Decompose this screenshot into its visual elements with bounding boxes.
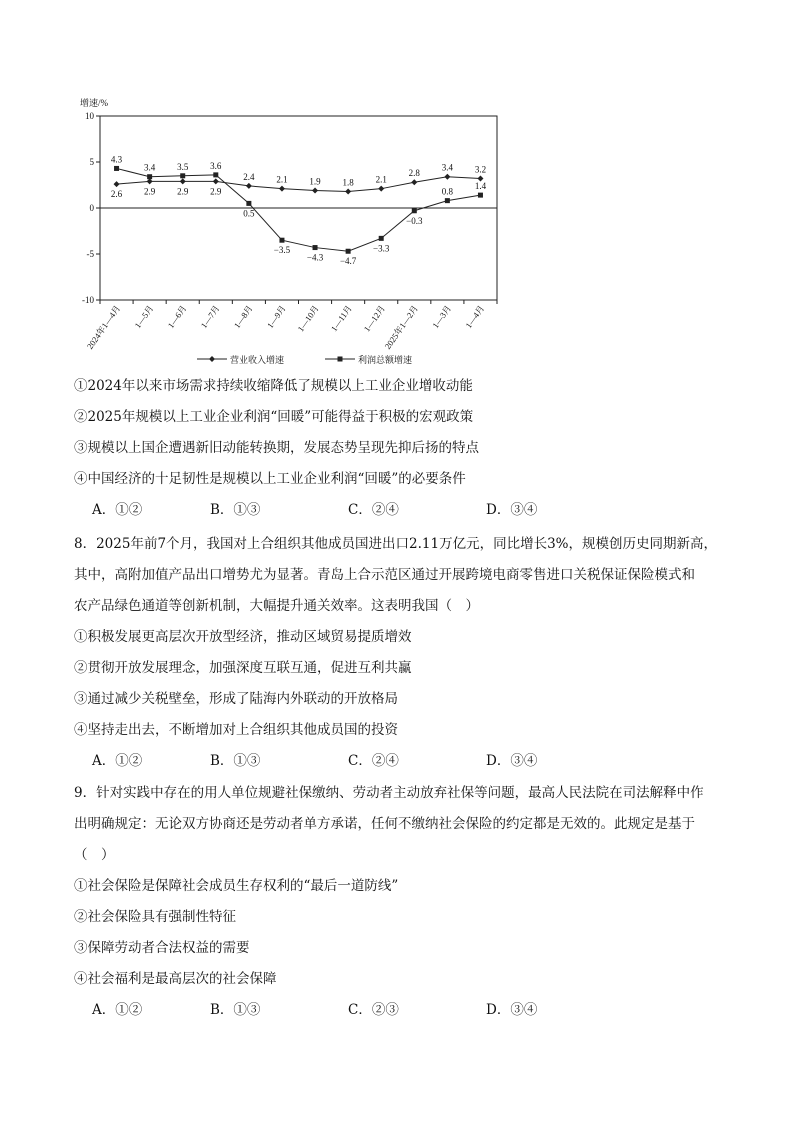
q9-statement-1: ①社会保险是保障社会成员生存权利的“最后一道防线” — [74, 878, 399, 894]
q9-option-d[interactable]: D．③④ — [486, 1002, 538, 1018]
q9-option-a[interactable]: A．①② — [92, 1002, 143, 1018]
revenue-data-label: 1.9 — [309, 176, 321, 187]
profit-point — [213, 172, 218, 177]
legend-label-profit: 利润总额增速 — [358, 355, 413, 365]
revenue-point — [114, 181, 120, 187]
revenue-point — [246, 183, 252, 189]
revenue-data-label: 2.4 — [243, 171, 255, 182]
revenue-point — [312, 188, 318, 194]
q8-stem-line-1: 8．2025年前7个月，我国对上合组织其他成员国进出口2.11万亿元，同比增长3%，规模创历史同期新高， — [74, 536, 718, 552]
profit-point — [379, 236, 384, 241]
profit-data-label: 0.8 — [441, 186, 453, 197]
chart-legend — [197, 354, 412, 365]
profit-data-label: 3.6 — [210, 160, 222, 171]
x-tick-label: 1—11月 — [328, 303, 354, 334]
q7-statement-3: ③规模以上国企遭遇新旧动能转换期，发展态势呈现先抑后扬的特点 — [74, 440, 479, 456]
profit-data-label: 3.4 — [144, 162, 156, 173]
profit-data-label: −3.5 — [273, 245, 291, 256]
profit-point — [180, 173, 185, 178]
q9-stem-line-2: 出明确规定：无论双方协商还是劳动者单方承诺，任何不缴纳社会保险的约定都是无效的。此规定是基于 — [74, 816, 695, 832]
x-tick-label: 1—8月 — [231, 303, 255, 331]
q8-option-b[interactable]: B．①③ — [210, 753, 261, 769]
y-axis-label: 增速/% — [80, 98, 108, 108]
q7-statement-4: ④中国经济的十足韧性是规模以上工业企业利润“回暖”的必要条件 — [74, 471, 466, 487]
revenue-data-label: 3.2 — [474, 164, 487, 175]
legend-marker-square — [338, 357, 343, 362]
x-tick-label: 1—10月 — [295, 303, 321, 334]
profit-data-label: 0.5 — [243, 208, 255, 219]
y-tick-label: 5 — [89, 157, 94, 167]
x-tick-label: 1—9月 — [264, 303, 288, 331]
profit-data-label: 1.4 — [474, 181, 487, 192]
series-profit-growth — [111, 154, 487, 266]
profit-point — [114, 166, 119, 171]
legend-label-revenue: 营业收入增速 — [230, 355, 285, 365]
revenue-data-label: 2.1 — [276, 174, 288, 185]
revenue-data-label: 3.4 — [441, 162, 453, 173]
line-chart — [62, 92, 512, 370]
q9-statement-2: ②社会保险具有强制性特征 — [74, 909, 236, 925]
q7-option-a[interactable]: A．①② — [92, 502, 143, 518]
revenue-point — [411, 179, 417, 185]
q7-option-d[interactable]: D．③④ — [486, 502, 538, 518]
x-tick-label: 1—3月 — [430, 303, 454, 331]
x-tick-label: 1—5月 — [132, 303, 156, 331]
revenue-point — [180, 178, 186, 184]
revenue-data-label: 2.9 — [144, 186, 156, 197]
profit-point — [445, 198, 450, 203]
q7-statement-1: ①2024年以来市场需求持续收缩降低了规模以上工业企业增收动能 — [74, 378, 473, 394]
q9-stem-line-1: 9．针对实践中存在的用人单位规避社保缴纳、劳动者主动放弃社保等问题，最高人民法院在司法解释中作 — [74, 785, 704, 801]
profit-data-label: −0.3 — [406, 215, 423, 226]
profit-point — [412, 208, 417, 213]
revenue-data-label: 2.8 — [408, 168, 420, 179]
revenue-point — [378, 186, 384, 192]
q8-statement-2: ②贯彻开放发展理念，加强深度互联互通，促进互利共赢 — [74, 660, 412, 676]
y-tick-label: -5 — [86, 249, 94, 259]
profit-data-label: 4.3 — [110, 154, 123, 165]
profit-point — [246, 201, 251, 206]
profit-point — [147, 174, 152, 179]
revenue-point — [345, 188, 351, 194]
profit-point — [478, 193, 483, 198]
y-tick-label: -10 — [82, 295, 94, 305]
revenue-point — [213, 178, 219, 184]
y-tick-label: 0 — [89, 203, 94, 213]
x-tick-label: 1—4月 — [463, 303, 487, 331]
revenue-data-label: 2.9 — [177, 186, 189, 197]
q9-option-c[interactable]: C．②③ — [348, 1002, 399, 1018]
y-tick-label: 10 — [85, 111, 94, 121]
profit-point — [313, 245, 318, 250]
profit-data-label: −4.7 — [339, 256, 357, 267]
profit-point — [279, 238, 284, 243]
q8-option-d[interactable]: D．③④ — [486, 753, 538, 769]
x-tick-label: 1—12月 — [361, 303, 387, 334]
profit-data-label: 3.5 — [177, 161, 189, 172]
q8-option-c[interactable]: C．②④ — [348, 753, 399, 769]
revenue-data-label: 2.6 — [110, 189, 123, 200]
q8-statement-3: ③通过减少关税壁垒，形成了陆海内外联动的开放格局 — [74, 691, 398, 707]
q9-stem-line-3: （ ） — [74, 847, 115, 863]
q8-option-a[interactable]: A．①② — [92, 753, 143, 769]
q9-statement-4: ④社会福利是最高层次的社会保障 — [74, 971, 277, 987]
x-tick-label: 2024年1—4月 — [84, 303, 123, 351]
q8-statement-1: ①积极发展更高层次开放型经济，推动区域贸易提质增效 — [74, 629, 412, 645]
series-revenue-growth — [110, 160, 487, 200]
q9-statement-3: ③保障劳动者合法权益的需要 — [74, 940, 250, 956]
revenue-point — [279, 186, 285, 192]
legend-marker-diamond — [209, 356, 215, 362]
revenue-data-label: 2.9 — [210, 186, 222, 197]
revenue-point — [444, 174, 450, 180]
q8-statement-4: ④坚持走出去，不断增加对上合组织其他成员国的投资 — [74, 722, 398, 738]
profit-data-label: −3.3 — [373, 243, 390, 254]
revenue-data-label: 2.1 — [375, 174, 387, 185]
profit-point — [346, 249, 351, 254]
q8-stem-line-3: 农产品绿色通道等创新机制，大幅提升通关效率。这表明我国（ ） — [74, 598, 479, 614]
q8-stem-line-2: 其中，高附加值产品出口增势尤为显著。青岛上合示范区通过开展跨境电商零售进口关税保证保险模式和 — [74, 567, 695, 583]
q7-statement-2: ②2025年规模以上工业企业利润“回暖”可能得益于积极的宏观政策 — [74, 409, 474, 425]
x-tick-label: 2025年1—2月 — [382, 303, 420, 351]
x-tick-label: 1—6月 — [165, 303, 189, 331]
x-tick-label: 1—7月 — [198, 303, 222, 331]
revenue-data-label: 1.8 — [342, 177, 354, 188]
q9-option-b[interactable]: B．①③ — [210, 1002, 261, 1018]
q7-option-c[interactable]: C．②④ — [348, 502, 399, 518]
q7-option-b[interactable]: B．①③ — [210, 502, 261, 518]
profit-data-label: −4.3 — [306, 252, 324, 263]
